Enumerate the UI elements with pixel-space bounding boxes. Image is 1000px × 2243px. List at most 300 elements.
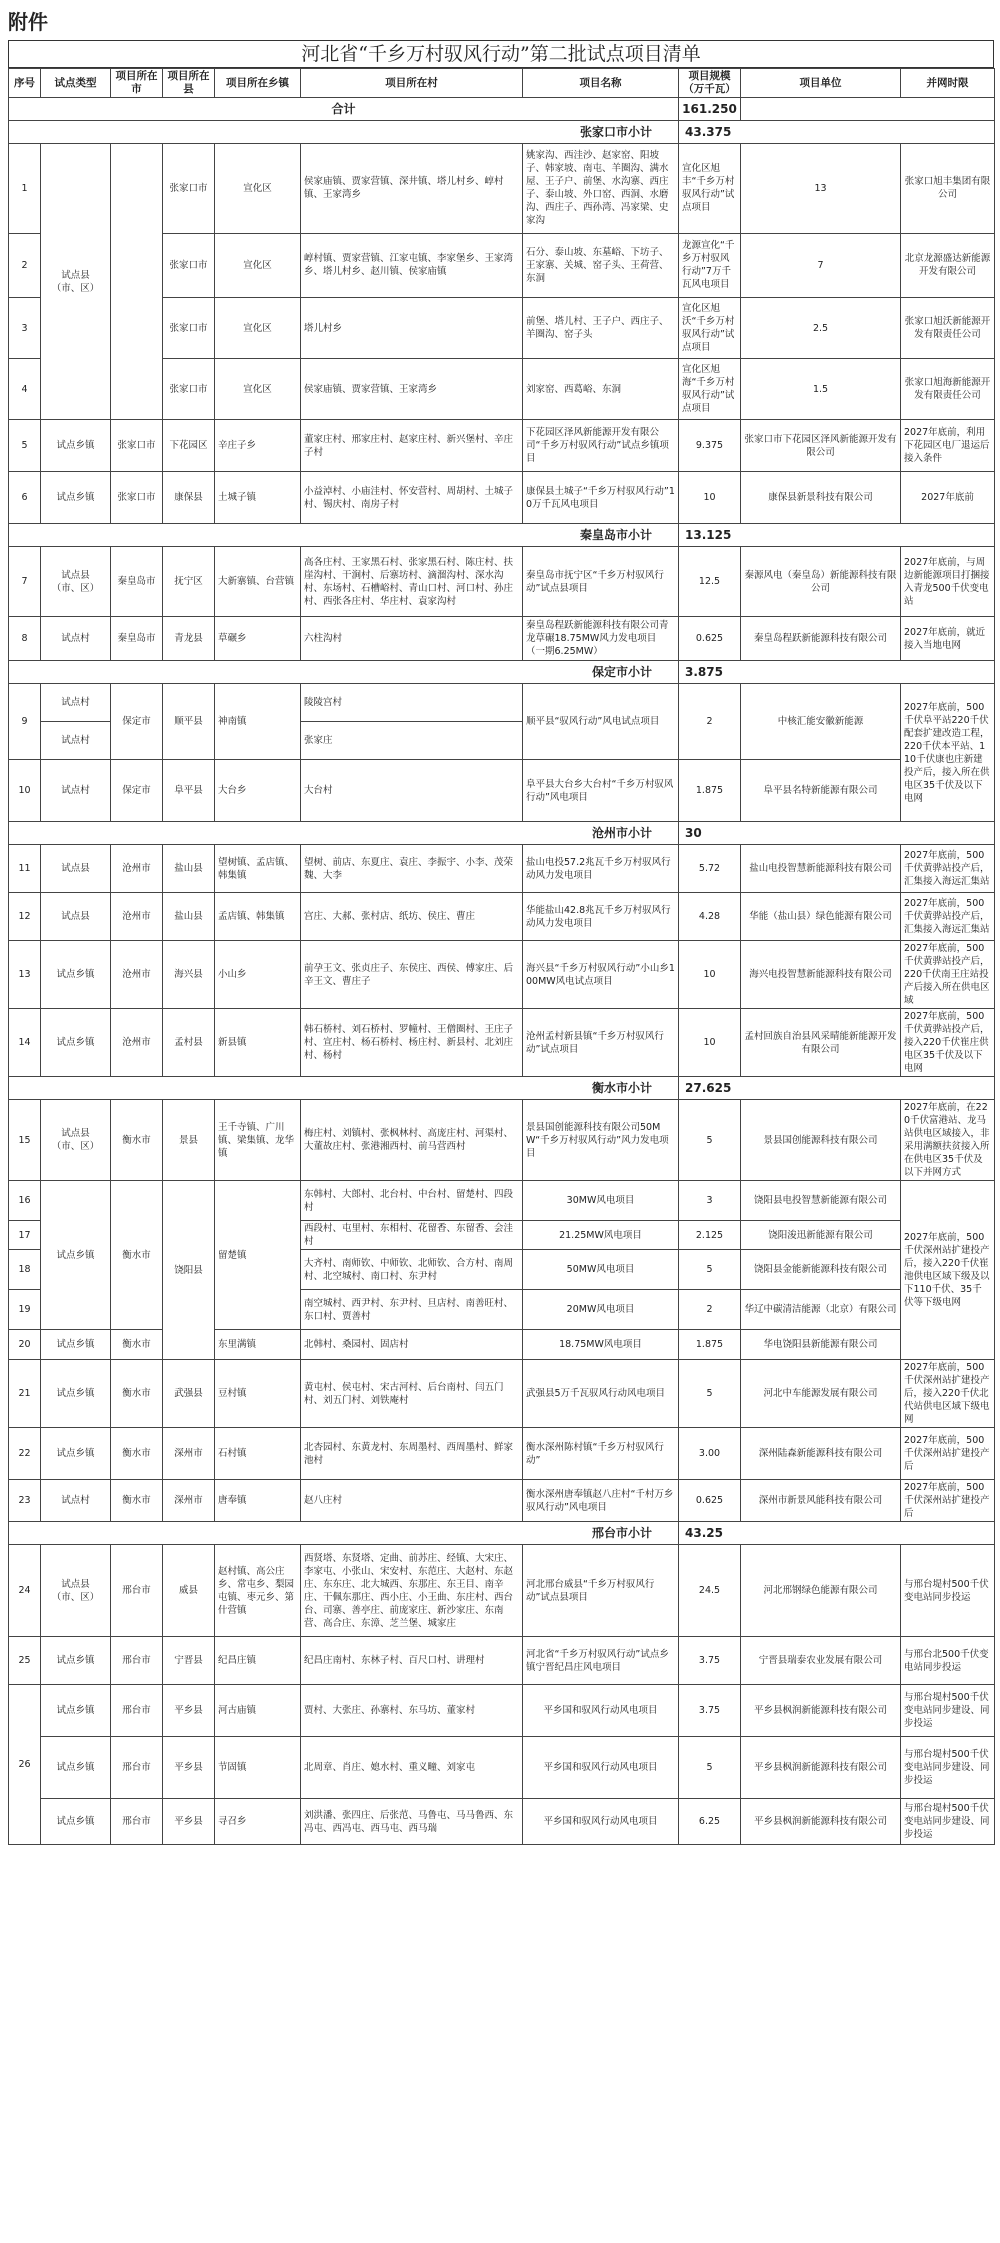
table-cell: 张家口市 (163, 359, 215, 420)
header-grid-deadline: 并网时限 (901, 69, 995, 98)
table-cell: 宣化区 (215, 233, 301, 297)
table-cell: 张家口旭海新能源开发有限责任公司 (901, 359, 995, 420)
table-cell: 秦皇岛程跃新能源科技有限公司青龙草碾18.75MW风力发电项目（一期6.25MW） (523, 617, 679, 661)
table-cell: 邢台市 (111, 1637, 163, 1685)
page-title: 河北省“千乡万村驭风行动”第二批试点项目清单 (8, 40, 994, 68)
table-cell: 秦皇岛程跃新能源科技有限公司 (741, 617, 901, 661)
table-cell: 前孕王文、张贞庄子、东侯庄、西侯、傅家庄、后辛王文、曹庄子 (301, 941, 523, 1009)
table-cell: 六柱沟村 (301, 617, 523, 661)
table-cell: 刘洪潘、张四庄、后张范、马鲁屯、马马鲁西、东冯屯、西冯屯、西马屯、西马瑞 (301, 1799, 523, 1845)
subtotal-label: 沧州市小计 (9, 822, 679, 845)
header-row (9, 69, 995, 98)
table-cell: 4.28 (679, 893, 741, 941)
table-cell: 试点乡镇 (41, 1330, 111, 1360)
table-cell: 2 (679, 684, 741, 760)
table-cell: 景县 (163, 1100, 215, 1181)
table-cell: 龙源宣化“千乡万村驭风行动”7万千瓦风电项目 (679, 233, 741, 297)
table-cell: 邢台市 (111, 1545, 163, 1637)
subtotal-row (9, 822, 995, 845)
table-cell: 9.375 (679, 420, 741, 472)
table-cell: 2027年底前，500千伏黄骅站投产后，汇集接入海远汇集站 (901, 893, 995, 941)
table-cell: 6 (9, 472, 41, 524)
table-cell: 平乡国和驭风行动风电项目 (523, 1799, 679, 1845)
header-scale: 项目规模 （万千瓦） (679, 69, 741, 98)
table-cell: 梅庄村、刘镇村、张枫林村、高庞庄村、河渠村、大董故庄村、张港湘西村、前马营西村 (301, 1100, 523, 1181)
table-cell: 豆村镇 (215, 1360, 301, 1428)
table-cell: 14 (9, 1009, 41, 1077)
total-row (9, 98, 995, 121)
table-cell: 衡水市 (111, 1181, 163, 1330)
table-cell: 2 (9, 233, 41, 297)
table-row (9, 1009, 995, 1077)
table-cell: 辛庄子乡 (215, 420, 301, 472)
table-cell: 试点乡镇 (41, 472, 111, 524)
subtotal-row (9, 661, 995, 684)
table-cell: 5 (9, 420, 41, 472)
table-cell: 6.25 (679, 1799, 741, 1845)
table-cell: 50MW风电项目 (523, 1250, 679, 1290)
table-cell: 试点村 (41, 1480, 111, 1522)
table-cell: 华辽中碳清洁能源（北京）有限公司 (741, 1290, 901, 1330)
table-cell: 小益淖村、小庙洼村、怀安营村、周胡村、土城子村、锡庆村、南房子村 (301, 472, 523, 524)
table-cell: 深州市 (163, 1480, 215, 1522)
table-cell: 崞村镇、贾家营镇、江家屯镇、李家堡乡、王家湾乡、塔儿村乡、赵川镇、侯家庙镇 (301, 233, 523, 297)
table-cell: 7 (741, 233, 901, 297)
table-row (9, 941, 995, 1009)
table-cell: 3.75 (679, 1637, 741, 1685)
table-cell: 平乡县枫润新能源科技有限公司 (741, 1737, 901, 1799)
table-cell: 海兴县 (163, 941, 215, 1009)
subtotal-value: 43.375 (679, 121, 995, 144)
attachment-label: 附件 (8, 10, 48, 34)
total-value: 161.250 (679, 98, 741, 121)
table-cell: 宫庄、大郝、张村店、纸坊、侯庄、曹庄 (301, 893, 523, 941)
table-cell: 张家口旭丰集团有限公司 (901, 144, 995, 234)
table-cell: 宁晋县 (163, 1637, 215, 1685)
table-cell: 深州陆森新能源科技有限公司 (741, 1428, 901, 1480)
table-cell: 5 (679, 1737, 741, 1799)
table-cell: 武强县5万千瓦驭风行动风电项目 (523, 1360, 679, 1428)
table-row (9, 1100, 995, 1181)
table-cell: 寻召乡 (215, 1799, 301, 1845)
table-cell: 武强县 (163, 1360, 215, 1428)
subtotal-label: 衡水市小计 (9, 1077, 679, 1100)
table-cell: 前堡、塔儿村、王子户、西庄子、羊圈沟、窑子头 (523, 298, 679, 359)
table-cell: 华能盐山42.8兆瓦千乡万村驭风行动风力发电项目 (523, 893, 679, 941)
table-cell: 5 (679, 1250, 741, 1290)
table-cell: 董家庄村、邢家庄村、赵家庄村、新兴堡村、辛庄子村 (301, 420, 523, 472)
table-cell: 威县 (163, 1545, 215, 1637)
table-cell: 20MW风电项目 (523, 1290, 679, 1330)
table-cell: 饶阳浚迅新能源有限公司 (741, 1221, 901, 1250)
table-row (9, 144, 995, 234)
table-cell: 试点乡镇 (41, 1737, 111, 1799)
table-cell: 13 (741, 144, 901, 234)
table-cell: 24.5 (679, 1545, 741, 1637)
table-row (9, 760, 995, 822)
table-cell: 孟村县 (163, 1009, 215, 1077)
subtotal-row (9, 524, 995, 547)
table-cell: 11 (9, 845, 41, 893)
table-cell: 平乡国和驭风行动风电项目 (523, 1737, 679, 1799)
table-cell: 21 (9, 1360, 41, 1428)
table-cell: 石分、泰山坡、东墓峪、下坊子、王家寨、关城、窑子头、王荷营、东洞 (523, 233, 679, 297)
table-cell: 大台乡 (215, 760, 301, 822)
table-cell: 纪昌庄南村、东林子村、百尺口村、讲理村 (301, 1637, 523, 1685)
table-cell: 河北中车能源发展有限公司 (741, 1360, 901, 1428)
table-cell: 北京龙源盛达新能源开发有限公司 (901, 233, 995, 297)
table-cell: 西段村、屯里村、东相村、花留香、东留香、会洼村 (301, 1221, 523, 1250)
table-cell: 康保县 (163, 472, 215, 524)
table-cell: 饶阳县 (163, 1181, 215, 1360)
table-cell: 试点乡镇 (41, 1637, 111, 1685)
table-cell: 阜平县名特新能源有限公司 (741, 760, 901, 822)
table-cell: 2027年底前，就近接入当地电网 (901, 617, 995, 661)
project-table (8, 68, 995, 1845)
table-cell: 节固镇 (215, 1737, 301, 1799)
table-cell: 东韩村、大郎村、北台村、中台村、留楚村、四段村 (301, 1181, 523, 1221)
table-cell: 13 (9, 941, 41, 1009)
table-cell: 2027年底前，500千伏黄骅站投产后，220千伏南王庄站投产后接入所在供电区域 (901, 941, 995, 1009)
table-row (9, 472, 995, 524)
subtotal-value: 30 (679, 822, 995, 845)
total-label: 合计 (9, 98, 679, 121)
table-cell: 2027年底前，500千伏深州站扩建投产后 (901, 1480, 995, 1522)
table-cell: 华能（盐山县）绿色能源有限公司 (741, 893, 901, 941)
table-cell: 与邢台北500千伏变电站同步投运 (901, 1637, 995, 1685)
table-cell: 张家口旭沃新能源开发有限责任公司 (901, 298, 995, 359)
table-row (9, 845, 995, 893)
table-cell: 与邢台堤村500千伏变电站同步投运 (901, 1545, 995, 1637)
table-cell: 23 (9, 1480, 41, 1522)
table-cell: 19 (9, 1290, 41, 1330)
table-cell: 大台村 (301, 760, 523, 822)
table-cell: 20 (9, 1330, 41, 1360)
table-row (9, 617, 995, 661)
table-cell: 刘家窑、西葛峪、东洞 (523, 359, 679, 420)
table-cell: 侯家庙镇、贾家营镇、王家湾乡 (301, 359, 523, 420)
table-cell: 侯家庙镇、贾家营镇、深井镇、塔儿村乡、崞村镇、王家湾乡 (301, 144, 523, 234)
subtotal-label: 保定市小计 (9, 661, 679, 684)
table-cell: 康保县土城子“千乡万村驭风行动”10万千瓦风电项目 (523, 472, 679, 524)
table-cell: 唐奉镇 (215, 1480, 301, 1522)
table-cell: 华电饶阳县新能源有限公司 (741, 1330, 901, 1360)
table-cell: 4 (9, 359, 41, 420)
table-cell: 17 (9, 1221, 41, 1250)
table-cell: 试点县 （市、区） (41, 547, 111, 617)
table-cell: 阜平县 (163, 760, 215, 822)
table-cell: 张家庄 (301, 722, 523, 760)
table-cell: 饶阳县电投智慧新能源有限公司 (741, 1181, 901, 1221)
table-cell: 衡水深州陈村镇“千乡万村驭风行动” (523, 1428, 679, 1480)
table-cell: 海兴电投智慧新能源科技有限公司 (741, 941, 901, 1009)
table-cell: 25 (9, 1637, 41, 1685)
table-cell: 新县镇 (215, 1009, 301, 1077)
table-cell: 12.5 (679, 547, 741, 617)
table-cell: 9 (9, 684, 41, 760)
table-cell: 宣化区旭沃“千乡万村驭风行动”试点项目 (679, 298, 741, 359)
table-cell: 3.75 (679, 1685, 741, 1737)
table-cell: 平乡县枫润新能源科技有限公司 (741, 1799, 901, 1845)
subtotal-row (9, 121, 995, 144)
table-cell: 24 (9, 1545, 41, 1637)
table-cell: 石村镇 (215, 1428, 301, 1480)
table-cell: 试点乡镇 (41, 1009, 111, 1077)
table-cell: 10 (679, 472, 741, 524)
table-cell: 深州市 (163, 1428, 215, 1480)
table-cell: 试点乡镇 (41, 1685, 111, 1737)
table-cell: 与邢台堤村500千伏变电站同步建设、同步投运 (901, 1685, 995, 1737)
subtotal-value: 3.875 (679, 661, 995, 684)
table-cell: 与邢台堤村500千伏变电站同步建设、同步投运 (901, 1737, 995, 1799)
table-row (9, 1181, 995, 1221)
table-cell: 景县国创能源科技有限公司50MW“千乡万村驭风行动”风力发电项目 (523, 1100, 679, 1181)
table-cell: 张家口市 (163, 298, 215, 359)
table-cell: 南空城村、西尹村、东尹村、旦店村、南善旺村、东口村、贾善村 (301, 1290, 523, 1330)
table-cell: 沧州市 (111, 1009, 163, 1077)
table-cell: 试点村 (41, 760, 111, 822)
table-cell: 留楚镇 (215, 1181, 301, 1330)
table-cell: 韩石桥村、刘石桥村、罗幢村、王僧圈村、王庄子村、宣庄村、杨石桥村、杨庄村、新县村、北刘庄村、杨村 (301, 1009, 523, 1077)
table-cell: 30MW风电项目 (523, 1181, 679, 1221)
table-cell: 秦皇岛市 (111, 617, 163, 661)
table-cell: 2027年底前 (901, 472, 995, 524)
table-cell: 望树、前店、东夏庄、袁庄、李振宇、小李、茂荣魏、大李 (301, 845, 523, 893)
table-row (9, 1637, 995, 1685)
table-cell: 0.625 (679, 1480, 741, 1522)
table-cell: 盐山电投57.2兆瓦千乡万村驭风行动风力发电项目 (523, 845, 679, 893)
table-cell: 试点乡镇 (41, 1181, 111, 1330)
table-cell: 平乡县枫润新能源科技有限公司 (741, 1685, 901, 1737)
table-cell: 盐山县 (163, 845, 215, 893)
subtotal-label: 秦皇岛市小计 (9, 524, 679, 547)
table-cell: 盐山电投智慧新能源科技有限公司 (741, 845, 901, 893)
table-cell: 宣化区 (215, 359, 301, 420)
table-cell: 宣化区旭海“千乡万村驭风行动”试点项目 (679, 359, 741, 420)
table-cell: 下花园区 (163, 420, 215, 472)
table-row (9, 420, 995, 472)
table-row (9, 1685, 995, 1737)
table-cell: 康保县新景科技有限公司 (741, 472, 901, 524)
table-cell: 顺平县 (163, 684, 215, 760)
table-cell: 下花园区泽风新能源开发有限公司“千乡万村驭风行动”试点乡镇项目 (523, 420, 679, 472)
table-cell: 张家口市 (111, 420, 163, 472)
table-cell: 饶阳县金能新能源科技有限公司 (741, 1250, 901, 1290)
table-cell: 小山乡 (215, 941, 301, 1009)
table-cell: 保定市 (111, 760, 163, 822)
table-row (9, 1360, 995, 1428)
table-cell: 保定市 (111, 684, 163, 760)
table-cell: 河北邢钢绿色能源有限公司 (741, 1545, 901, 1637)
table-cell: 河北邢台威县“千乡万村驭风行动”试点县项目 (523, 1545, 679, 1637)
table-cell: 8 (9, 617, 41, 661)
table-cell: 西贤塔、东贤塔、定曲、前苏庄、经镇、大宋庄、李家屯、小张山、宋安村、东范庄、大赵村、东赵庄、东东庄、北大城西、东那庄、东王目、南辛庄、干佩东那庄、西小庄、小王曲、东庄村、西台台、司寨、善亭庄、前庞家庄、新沙家庄、东南营、高合庄、东漳、芝兰堡、城家庄 (301, 1545, 523, 1637)
table-cell: 2027年底前，500千伏阜平站220千伏配套扩建改造工程，220千伏本平站、110千伏康也庄新建投产后，接入所在供电区35千伏及以下电网 (901, 684, 995, 822)
table-cell: 王千寺镇、广川镇、梁集镇、龙华镇 (215, 1100, 301, 1181)
table-cell: 1.5 (741, 359, 901, 420)
table-cell: 河古庙镇 (215, 1685, 301, 1737)
table-cell (111, 144, 163, 420)
table-cell: 2027年底前，在220千伏富港站、龙马站供电区域接入，非采用满额扶贫接入所在供电区35千伏及以下并网方式 (901, 1100, 995, 1181)
table-cell: 衡水市 (111, 1100, 163, 1181)
table-cell: 宣化区 (215, 298, 301, 359)
table-cell: 3.00 (679, 1428, 741, 1480)
table-cell: 神南镇 (215, 684, 301, 760)
table-cell: 10 (9, 760, 41, 822)
table-cell: 15 (9, 1100, 41, 1181)
table-cell: 试点乡镇 (41, 1428, 111, 1480)
table-cell: 22 (9, 1428, 41, 1480)
table-cell: 孟村回族自治县风采晴能新能源开发有限公司 (741, 1009, 901, 1077)
table-cell: 大新寨镇、台营镇 (215, 547, 301, 617)
table-cell: 顺平县“驭风行动”风电试点项目 (523, 684, 679, 760)
table-row (9, 684, 995, 722)
table-cell: 衡水市 (111, 1360, 163, 1428)
table-cell: 高各庄村、王家黑石村、张家黑石村、陈庄村、扶崖沟村、干涧村、后寨坊村、滴溜沟村、深水沟村、东场村、石槽峪村、青山口村、河口村、孙庄村、西张各庄村、华庄村、袁家沟村 (301, 547, 523, 617)
header-village: 项目所在村 (301, 69, 523, 98)
table-cell: 张家口市下花园区泽风新能源开发有限公司 (741, 420, 901, 472)
table-cell: 秦源风电（秦皇岛）新能源科技有限公司 (741, 547, 901, 617)
table-cell: 试点县 （市、区） (41, 144, 111, 420)
table-cell: 沧州市 (111, 941, 163, 1009)
table-cell: 赵村镇、高公庄乡、常屯乡、梨园屯镇、枣元乡、第什营镇 (215, 1545, 301, 1637)
table-cell: 北杏园村、东黄龙村、东周墨村、西周墨村、鲜家池村 (301, 1428, 523, 1480)
table-cell: 衡水市 (111, 1428, 163, 1480)
table-cell: 中核汇能安徽新能源 (741, 684, 901, 760)
table-cell: 2027年底前，500千伏深州站扩建投产后，接入220千伏北代站供电区域下级电网 (901, 1360, 995, 1428)
table-cell: 赵八庄村 (301, 1480, 523, 1522)
table-cell: 衡水市 (111, 1330, 163, 1360)
table-cell: 试点村 (41, 617, 111, 661)
table-cell: 5 (679, 1360, 741, 1428)
table-cell: 试点乡镇 (41, 420, 111, 472)
table-cell: 试点乡镇 (41, 941, 111, 1009)
header-town: 项目所在乡镇 (215, 69, 301, 98)
table-cell: 2027年底前，500千伏黄骅站投产后，接入220千伏崔庄供电区35千伏及以下电网 (901, 1009, 995, 1077)
table-row (9, 1428, 995, 1480)
table-cell: 邢台市 (111, 1799, 163, 1845)
table-cell: 孟店镇、韩集镇 (215, 893, 301, 941)
table-cell: 北周章、肖庄、媳水村、重义疃、刘家屯 (301, 1737, 523, 1799)
table-cell: 东里满镇 (215, 1330, 301, 1360)
table-cell: 抚宁区 (163, 547, 215, 617)
table-cell: 2027年底前，500千伏深州站扩建投产后 (901, 1428, 995, 1480)
table-cell: 沧州孟村新县镇“千乡万村驭风行动”试点项目 (523, 1009, 679, 1077)
table-cell: 河北省“千乡万村驭风行动”试点乡镇宁晋纪昌庄风电项目 (523, 1637, 679, 1685)
header-project-name: 项目名称 (523, 69, 679, 98)
table-cell: 张家口市 (111, 472, 163, 524)
table-row (9, 1480, 995, 1522)
table-cell: 1.875 (679, 1330, 741, 1360)
table-cell: 宣化区 (215, 144, 301, 234)
table-cell: 2 (679, 1290, 741, 1330)
table-cell: 阜平县大台乡大台村“千乡万村驭风行动”风电项目 (523, 760, 679, 822)
table-cell: 2027年底前，500千伏黄骅站投产后，汇集接入海远汇集站 (901, 845, 995, 893)
table-cell: 0.625 (679, 617, 741, 661)
table-cell: 邢台市 (111, 1737, 163, 1799)
table-cell: 平乡县 (163, 1685, 215, 1737)
table-cell: 纪昌庄镇 (215, 1637, 301, 1685)
table-cell: 平乡国和驭风行动风电项目 (523, 1685, 679, 1737)
table-cell: 1 (9, 144, 41, 234)
table-cell: 衡水深州唐奉镇赵八庄村“千村万乡驭风行动”风电项目 (523, 1480, 679, 1522)
table-cell: 平乡县 (163, 1799, 215, 1845)
subtotal-value: 43.25 (679, 1522, 995, 1545)
table-cell: 与邢台堤村500千伏变电站同步建设、同步投运 (901, 1799, 995, 1845)
table-cell: 宁晋县瑞泰农业发展有限公司 (741, 1637, 901, 1685)
header-company: 项目单位 (741, 69, 901, 98)
table-cell: 试点村 (41, 684, 111, 722)
table-cell: 试点县 （市、区） (41, 1545, 111, 1637)
header-index: 序号 (9, 69, 41, 98)
table-cell: 景县国创能源科技有限公司 (741, 1100, 901, 1181)
table-cell: 18 (9, 1250, 41, 1290)
subtotal-row (9, 1522, 995, 1545)
header-type: 试点类型 (41, 69, 111, 98)
table-cell: 望树镇、孟店镇、韩集镇 (215, 845, 301, 893)
table-cell: 张家口市 (163, 233, 215, 297)
table-cell: 10 (679, 941, 741, 1009)
table-cell: 18.75MW风电项目 (523, 1330, 679, 1360)
table-cell: 26 (9, 1685, 41, 1845)
table-row (9, 1330, 995, 1360)
table-cell: 21.25MW风电项目 (523, 1221, 679, 1250)
subtotal-label: 邢台市小计 (9, 1522, 679, 1545)
table-cell: 2.5 (741, 298, 901, 359)
header-county: 项目所在县 (163, 69, 215, 98)
table-cell: 试点村 (41, 722, 111, 760)
table-cell: 5 (679, 1100, 741, 1181)
header-city: 项目所在市 (111, 69, 163, 98)
table-cell: 海兴县“千乡万村驭风行动”小山乡100MW风电试点项目 (523, 941, 679, 1009)
table-cell: 12 (9, 893, 41, 941)
table-cell: 沧州市 (111, 893, 163, 941)
table-cell: 秦皇岛市抚宁区“千乡万村驭风行动”试点县项目 (523, 547, 679, 617)
table-cell: 塔儿村乡 (301, 298, 523, 359)
table-row (9, 1737, 995, 1799)
table-cell: 平乡县 (163, 1737, 215, 1799)
table-cell: 张家口市 (163, 144, 215, 234)
table-cell: 深州市新景风能科技有限公司 (741, 1480, 901, 1522)
table-cell: 宣化区旭丰“千乡万村驭风行动”试点项目 (679, 144, 741, 234)
subtotal-value: 13.125 (679, 524, 995, 547)
table-row (9, 547, 995, 617)
table-cell: 试点县 (41, 893, 111, 941)
table-cell: 衡水市 (111, 1480, 163, 1522)
total-blank (741, 98, 995, 121)
subtotal-row (9, 1077, 995, 1100)
table-cell: 草碾乡 (215, 617, 301, 661)
table-cell: 青龙县 (163, 617, 215, 661)
table-row (9, 893, 995, 941)
table-cell: 盐山县 (163, 893, 215, 941)
table-cell: 姚家沟、西洼沙、赵家窑、阳坡子、韩家坡、南屯、羊圈沟、满水屋、王子户、前堡、水沟寨、西庄子、泰山坡、外口窑、西洞、水磨沟、西庄子、西孙湾、冯家梁、史家沟 (523, 144, 679, 234)
table-cell: 试点乡镇 (41, 1799, 111, 1845)
table-cell: 黄屯村、侯屯村、宋古河村、后台南村、闫五门村、刘五门村、刘铁庵村 (301, 1360, 523, 1428)
table-row (9, 1799, 995, 1845)
table-row (9, 1545, 995, 1637)
table-cell: 沧州市 (111, 845, 163, 893)
table-cell: 试点乡镇 (41, 1360, 111, 1428)
table-cell: 7 (9, 547, 41, 617)
table-cell: 土城子镇 (215, 472, 301, 524)
table-cell: 10 (679, 1009, 741, 1077)
table-cell: 16 (9, 1181, 41, 1221)
table-cell: 2.125 (679, 1221, 741, 1250)
table-cell: 5.72 (679, 845, 741, 893)
table-cell: 试点县 （市、区） (41, 1100, 111, 1181)
table-cell: 陵陵宫村 (301, 684, 523, 722)
